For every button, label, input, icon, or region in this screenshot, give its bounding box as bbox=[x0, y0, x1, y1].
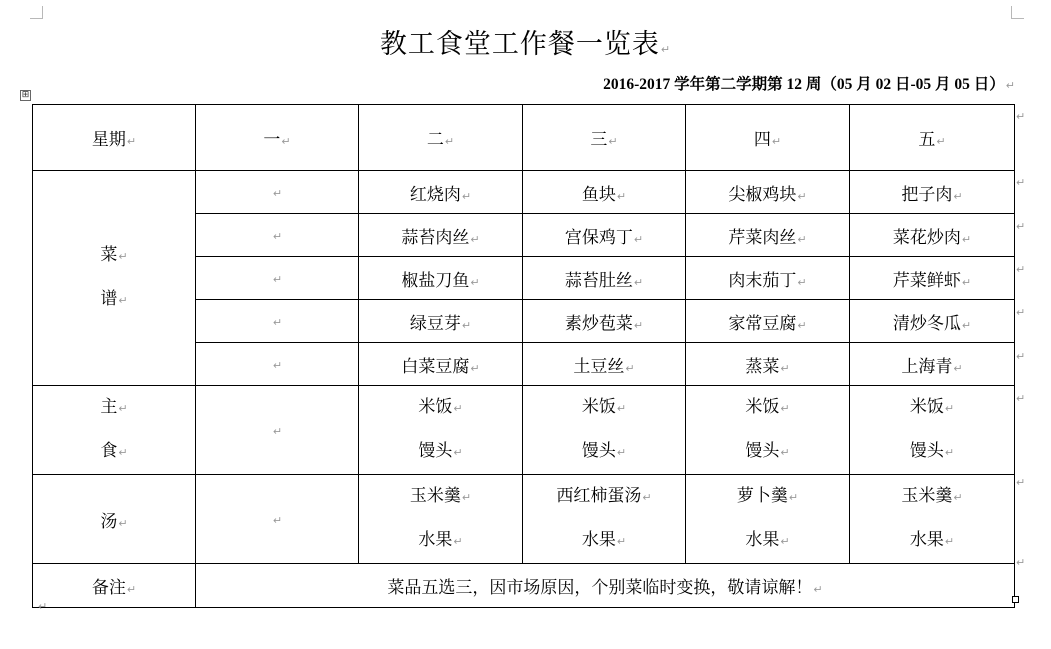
paragraph-mark-icon: ↵ bbox=[813, 583, 823, 596]
paragraph-mark-icon: ↵ bbox=[281, 135, 291, 148]
table-move-handle-icon[interactable]: ⊞ bbox=[21, 90, 30, 100]
crop-mark-top-left bbox=[30, 6, 43, 19]
dish-cell bbox=[850, 171, 1015, 214]
cell-text: 星期 bbox=[91, 130, 126, 150]
paragraph-mark-icon: ↵ bbox=[944, 446, 955, 459]
row-end-mark-icon: ↵ bbox=[1016, 556, 1026, 569]
weekday-header-1 bbox=[196, 105, 359, 171]
paragraph-mark-icon: ↵ bbox=[444, 135, 455, 148]
dish-cell bbox=[196, 214, 359, 257]
dish-cell bbox=[850, 214, 1015, 257]
cell-text: 肉末茄丁 bbox=[728, 270, 797, 291]
paragraph-mark-icon: ↵ bbox=[118, 294, 128, 307]
crop-mark-top-right bbox=[1011, 6, 1024, 19]
weekday-header-5 bbox=[850, 105, 1015, 171]
paragraph-mark-icon: ↵ bbox=[616, 535, 627, 548]
paragraph-mark-icon: ↵ bbox=[797, 232, 807, 246]
paragraph-mark-icon: ↵ bbox=[126, 583, 137, 596]
dish-cell bbox=[523, 257, 686, 300]
paragraph-mark-icon: ↵ bbox=[453, 446, 463, 459]
cell-text: 椒盐刀鱼 bbox=[401, 270, 470, 291]
paragraph-mark-icon: ↵ bbox=[118, 516, 128, 530]
cell-text: 谱 bbox=[100, 289, 118, 309]
paragraph-mark-icon: ↵ bbox=[780, 535, 790, 548]
paragraph-mark-icon: ↵ bbox=[118, 402, 128, 415]
soup-label bbox=[33, 475, 196, 564]
paragraph-mark-icon: ↵ bbox=[660, 43, 672, 56]
cell-line bbox=[523, 430, 685, 474]
cell-text: 水果 bbox=[581, 530, 616, 550]
paragraph-mark-icon: ↵ bbox=[38, 600, 48, 613]
cell-line bbox=[523, 519, 685, 563]
dish-cell bbox=[523, 171, 686, 214]
paragraph-mark-icon: ↵ bbox=[461, 189, 472, 203]
dish-cell bbox=[686, 257, 850, 300]
row-end-mark-icon: ↵ bbox=[1016, 176, 1026, 189]
cell-text: 把子肉 bbox=[901, 184, 953, 205]
subtitle-text: 2016-2017 学年第二学期第 12 周（05 月 02 日-05 月 05 日） bbox=[603, 76, 1005, 93]
cell-text: 红烧肉 bbox=[409, 184, 461, 205]
cell-text: 玉米羹 bbox=[409, 486, 461, 506]
cell-text: 素炒苞菜 bbox=[564, 313, 633, 334]
dish-cell bbox=[850, 257, 1015, 300]
dish-cell bbox=[359, 257, 523, 300]
cell-text: 萝卜羹 bbox=[736, 486, 788, 506]
paragraph-mark-icon: ↵ bbox=[1005, 79, 1015, 92]
paragraph-mark-icon: ↵ bbox=[936, 135, 946, 148]
cell-text: 米饭 bbox=[418, 397, 453, 417]
cell-line bbox=[686, 430, 849, 474]
cell-text: 馒头 bbox=[581, 441, 616, 461]
cell-line bbox=[850, 430, 1014, 474]
paragraph-mark-icon: ↵ bbox=[961, 275, 972, 289]
paragraph-mark-icon: ↵ bbox=[797, 318, 807, 332]
cell-text: 四 bbox=[753, 130, 771, 150]
row-end-mark-icon: ↵ bbox=[1016, 476, 1026, 489]
soup-cell bbox=[196, 475, 359, 564]
cell-line bbox=[33, 278, 195, 322]
paragraph-mark-icon: ↵ bbox=[272, 230, 283, 243]
cell-text: 白菜豆腐 bbox=[401, 356, 470, 377]
paragraph-mark-icon: ↵ bbox=[272, 359, 283, 372]
cell-line bbox=[359, 475, 522, 519]
dish-cell bbox=[523, 214, 686, 257]
cell-line bbox=[359, 430, 522, 474]
dish-cell bbox=[850, 300, 1015, 343]
cell-text: 菜花炒肉 bbox=[892, 227, 961, 248]
cell-text: 米饭 bbox=[581, 397, 616, 417]
cell-text: 鱼块 bbox=[581, 184, 616, 205]
paragraph-mark-icon: ↵ bbox=[461, 318, 472, 332]
paragraph-mark-icon: ↵ bbox=[453, 535, 463, 548]
cell-line bbox=[359, 519, 522, 563]
cell-text: 蒜苔肉丝 bbox=[401, 227, 470, 248]
cell-text: 芹菜肉丝 bbox=[728, 227, 797, 248]
paragraph-mark-icon: ↵ bbox=[272, 425, 283, 438]
cell-text: 一 bbox=[263, 130, 281, 150]
cell-line bbox=[850, 519, 1014, 563]
paragraph-mark-icon: ↵ bbox=[272, 273, 283, 286]
cell-line bbox=[523, 475, 685, 519]
staple-cell bbox=[523, 386, 686, 475]
dish-cell bbox=[196, 257, 359, 300]
row-end-mark-icon: ↵ bbox=[1016, 350, 1026, 363]
table-resize-handle[interactable] bbox=[1012, 596, 1019, 603]
header-row bbox=[33, 105, 1015, 171]
dish-cell bbox=[196, 300, 359, 343]
paragraph-mark-icon: ↵ bbox=[272, 514, 283, 527]
paragraph-mark-icon: ↵ bbox=[642, 491, 652, 504]
soup-cell bbox=[359, 475, 523, 564]
cell-text: 上海青 bbox=[901, 356, 953, 377]
staple-cell bbox=[196, 386, 359, 475]
dish-cell bbox=[686, 214, 850, 257]
cell-text: 清炒冬瓜 bbox=[892, 313, 961, 334]
paragraph-mark-icon: ↵ bbox=[461, 491, 472, 504]
dish-cell bbox=[523, 300, 686, 343]
paragraph-mark-icon: ↵ bbox=[771, 135, 782, 148]
dishes-label bbox=[33, 171, 196, 386]
paragraph-mark-icon: ↵ bbox=[633, 232, 644, 246]
paragraph-mark-icon: ↵ bbox=[118, 446, 128, 459]
cell-line bbox=[523, 386, 685, 430]
cell-text: 玉米羹 bbox=[901, 486, 953, 506]
staple-cell bbox=[850, 386, 1015, 475]
cell-line bbox=[686, 519, 849, 563]
cell-text: 蒸菜 bbox=[745, 356, 780, 377]
paragraph-mark-icon: ↵ bbox=[470, 361, 480, 375]
cell-text: 芹菜鲜虾 bbox=[892, 270, 961, 291]
staple-label bbox=[33, 386, 196, 475]
dish-cell bbox=[686, 343, 850, 386]
cell-line bbox=[686, 386, 849, 430]
cell-text: 西红柿蛋汤 bbox=[556, 486, 642, 506]
menu-table bbox=[32, 104, 1015, 608]
cell-text: 米饭 bbox=[745, 397, 780, 417]
staple-row bbox=[33, 386, 1015, 475]
title-text: 教工食堂工作餐一览表 bbox=[379, 29, 660, 60]
dish-cell bbox=[359, 171, 523, 214]
soup-row bbox=[33, 475, 1015, 564]
paragraph-mark-icon: ↵ bbox=[780, 402, 790, 415]
paragraph-mark-icon: ↵ bbox=[797, 189, 807, 203]
row-end-mark-icon: ↵ bbox=[1016, 220, 1026, 233]
week-subtitle bbox=[603, 72, 1015, 94]
paragraph-mark-icon: ↵ bbox=[616, 446, 627, 459]
paragraph-mark-icon: ↵ bbox=[118, 250, 128, 263]
weekday-header-label bbox=[33, 105, 196, 171]
cell-text: 菜品五选三，因市场原因，个别菜临时变换，敬请谅解！ bbox=[387, 578, 813, 598]
dish-cell bbox=[523, 343, 686, 386]
dish-cell bbox=[686, 171, 850, 214]
cell-line bbox=[359, 386, 522, 430]
cell-text: 二 bbox=[426, 130, 444, 150]
row-end-mark-icon: ↵ bbox=[1016, 110, 1026, 123]
cell-line bbox=[850, 475, 1014, 519]
row-end-mark-icon: ↵ bbox=[1016, 306, 1026, 319]
cell-text: 绿豆芽 bbox=[409, 313, 461, 334]
paragraph-mark-icon: ↵ bbox=[625, 361, 635, 375]
paragraph-mark-icon: ↵ bbox=[797, 275, 807, 289]
soup-cell bbox=[850, 475, 1015, 564]
document-title bbox=[0, 22, 1051, 61]
paragraph-mark-icon: ↵ bbox=[453, 402, 463, 415]
paragraph-mark-icon: ↵ bbox=[633, 275, 644, 289]
paragraph-mark-icon: ↵ bbox=[961, 232, 972, 246]
dish-cell bbox=[196, 171, 359, 214]
dish-cell bbox=[359, 343, 523, 386]
paragraph-mark-icon: ↵ bbox=[788, 491, 799, 504]
cell-text: 水果 bbox=[745, 530, 780, 550]
paragraph-mark-icon: ↵ bbox=[608, 135, 618, 148]
paragraph-mark-icon: ↵ bbox=[616, 402, 627, 415]
cell-text: 主 bbox=[100, 397, 118, 417]
cell-text: 宫保鸡丁 bbox=[564, 227, 633, 248]
dish-cell bbox=[359, 214, 523, 257]
staple-cell bbox=[359, 386, 523, 475]
paragraph-mark-icon: ↵ bbox=[944, 535, 955, 548]
cell-text: 馒头 bbox=[909, 441, 944, 461]
cell-line bbox=[686, 475, 849, 519]
cell-text: 米饭 bbox=[909, 397, 944, 417]
cell-line bbox=[850, 386, 1014, 430]
paragraph-mark-icon: ↵ bbox=[780, 446, 790, 459]
staple-cell bbox=[686, 386, 850, 475]
soup-cell bbox=[523, 475, 686, 564]
soup-cell bbox=[686, 475, 850, 564]
paragraph-mark-icon: ↵ bbox=[953, 189, 963, 203]
cell-text: 土豆丝 bbox=[573, 356, 625, 377]
paragraph-mark-icon: ↵ bbox=[272, 316, 283, 329]
paragraph-mark-icon: ↵ bbox=[780, 361, 790, 375]
paragraph-mark-icon: ↵ bbox=[953, 491, 963, 504]
cell-text: 蒜苔肚丝 bbox=[564, 270, 633, 291]
paragraph-mark-icon: ↵ bbox=[616, 189, 627, 203]
cell-text: 尖椒鸡块 bbox=[728, 184, 797, 205]
cell-text: 备注 bbox=[91, 578, 126, 598]
dish-row bbox=[33, 171, 1015, 214]
cell-text: 汤 bbox=[100, 511, 118, 532]
weekday-header-3 bbox=[523, 105, 686, 171]
cell-line bbox=[33, 234, 195, 278]
remark-row bbox=[33, 564, 1015, 608]
dish-cell bbox=[359, 300, 523, 343]
paragraph-mark-icon: ↵ bbox=[126, 135, 137, 148]
row-end-mark-icon: ↵ bbox=[1016, 392, 1026, 405]
paragraph-mark-icon: ↵ bbox=[953, 361, 963, 375]
cell-text: 馒头 bbox=[745, 441, 780, 461]
remark-label bbox=[33, 564, 196, 608]
cell-text: 五 bbox=[918, 130, 936, 150]
cell-text: 水果 bbox=[909, 530, 944, 550]
dish-cell bbox=[850, 343, 1015, 386]
cell-text: 三 bbox=[590, 130, 608, 150]
cell-line bbox=[33, 430, 195, 474]
paragraph-mark-icon: ↵ bbox=[470, 232, 480, 246]
cell-text: 食 bbox=[100, 441, 118, 461]
paragraph-mark-icon: ↵ bbox=[633, 318, 644, 332]
paragraph-mark-icon: ↵ bbox=[470, 275, 480, 289]
weekday-header-2 bbox=[359, 105, 523, 171]
cell-line bbox=[33, 386, 195, 430]
weekday-header-4 bbox=[686, 105, 850, 171]
cell-text: 馒头 bbox=[418, 441, 453, 461]
paragraph-mark-icon: ↵ bbox=[944, 402, 955, 415]
row-end-mark-icon: ↵ bbox=[1016, 263, 1026, 276]
paragraph-mark-icon: ↵ bbox=[961, 318, 972, 332]
remark-text bbox=[196, 564, 1015, 608]
cell-text: 菜 bbox=[100, 245, 118, 265]
cell-text: 水果 bbox=[418, 530, 453, 550]
dish-cell bbox=[196, 343, 359, 386]
dish-cell bbox=[686, 300, 850, 343]
cell-text: 家常豆腐 bbox=[728, 313, 797, 334]
paragraph-mark-icon: ↵ bbox=[272, 187, 283, 200]
